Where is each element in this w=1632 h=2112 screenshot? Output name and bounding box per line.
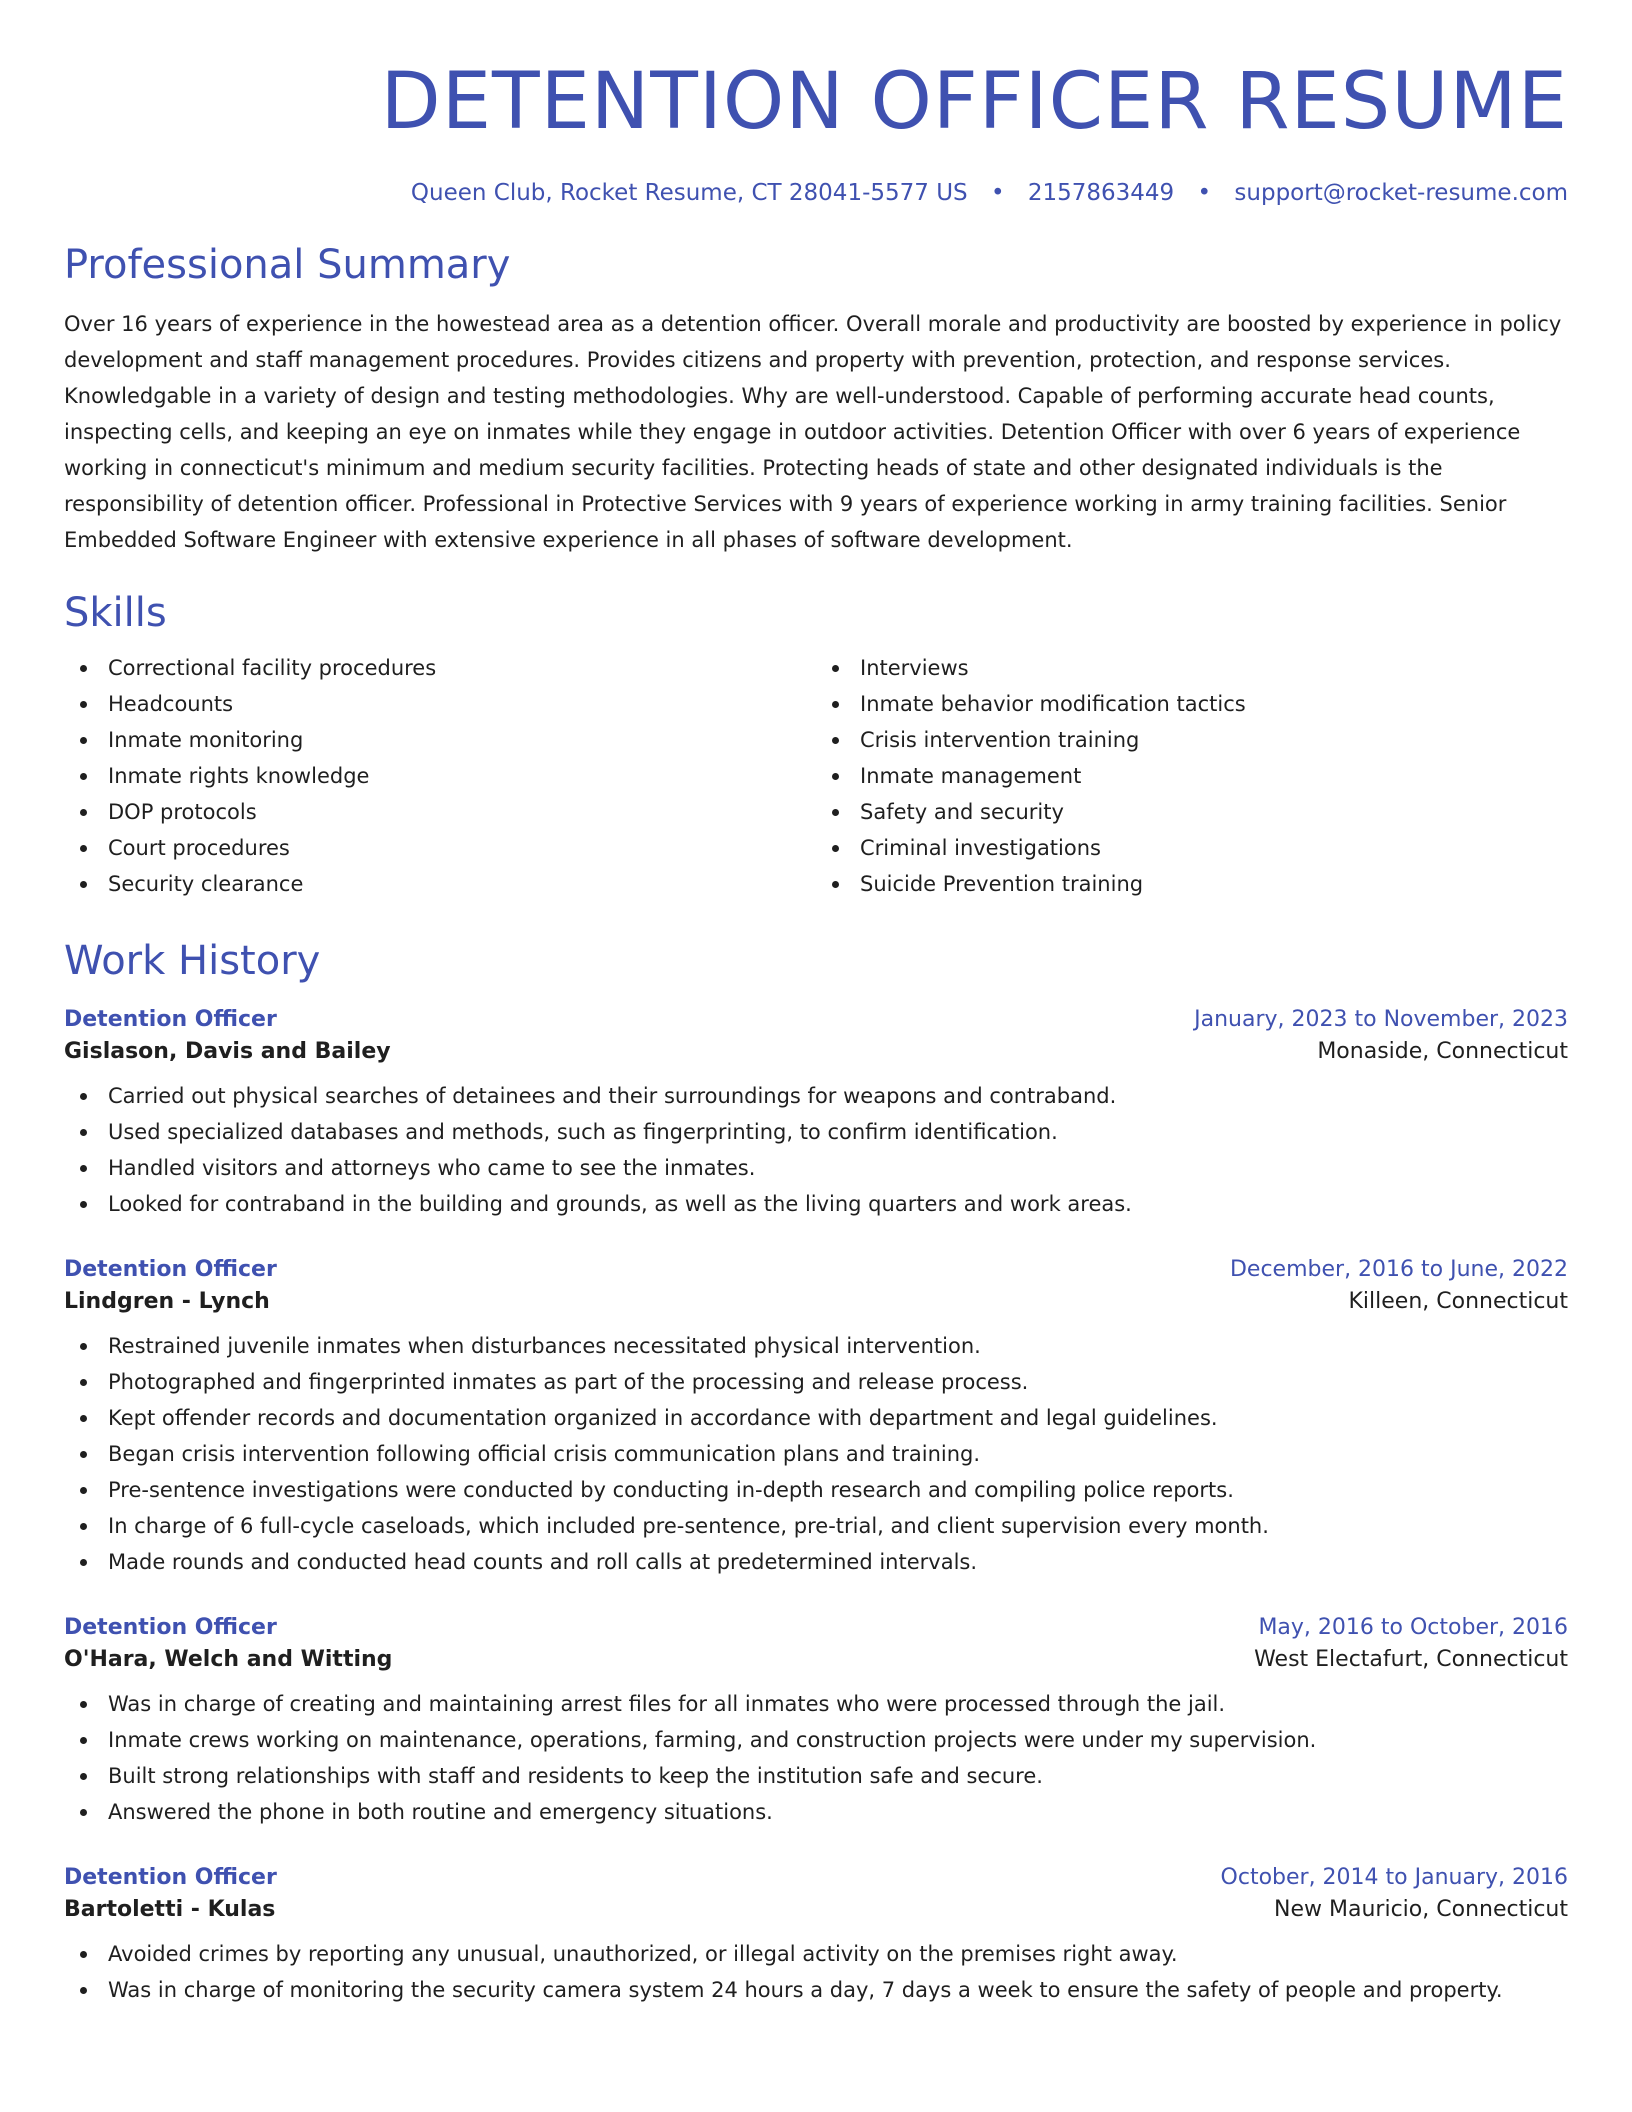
job-header-row [64,1004,1568,1036]
job-bullet: Inmate crews working on maintenance, operations, farming, and construction projects were under my supervision. [64,1722,1568,1758]
contact-line [64,178,1568,208]
skill-item: Inmate management [816,758,1568,794]
job-bullet: Made rounds and conducted head counts and roll calls at predetermined intervals. [64,1544,1568,1580]
job-title: Detention Officer [64,1865,277,1890]
contact-separator: • [1197,180,1212,206]
job-dates: December, 2016 to June, 2022 [1229,1257,1568,1282]
job-company: Bartoletti - Kulas [64,1897,276,1922]
job-bullet: Restrained juvenile inmates when disturbances necessitated physical intervention. [64,1328,1568,1364]
job-location: Killeen, Connecticut [1348,1289,1568,1314]
job-company-row [64,1644,1568,1676]
job-dates: October, 2014 to January, 2016 [1220,1865,1568,1890]
skill-item: Inmate monitoring [64,722,816,758]
job-header-row [64,1254,1568,1286]
job-bullet: Handled visitors and attorneys who came to see the inmates. [64,1150,1568,1186]
job-header-row [64,1862,1568,1894]
job-bullet: Carried out physical searches of detainees and their surroundings for weapons and contraband. [64,1078,1568,1114]
contact-phone: 2157863449 [1027,180,1175,206]
job-bullets [64,1936,1568,2008]
job-entry [64,1004,1568,1222]
job-entry [64,1612,1568,1830]
job-location: West Electafurt, Connecticut [1254,1647,1568,1672]
job-title: Detention Officer [64,1007,277,1032]
skill-item: Inmate behavior modification tactics [816,686,1568,722]
job-bullet: Answered the phone in both routine and emergency situations. [64,1794,1568,1830]
job-bullet: Used specialized databases and methods, such as fingerprinting, to confirm identification. [64,1114,1568,1150]
summary-heading: Professional Summary [64,242,511,288]
job-dates: January, 2023 to November, 2023 [1194,1007,1568,1032]
job-bullet: Looked for contraband in the building and grounds, as well as the living quarters and work areas. [64,1186,1568,1222]
skill-item: Criminal investigations [816,830,1568,866]
job-company: Lindgren - Lynch [64,1289,270,1314]
job-title: Detention Officer [64,1257,277,1282]
job-bullet: Photographed and fingerprinted inmates as part of the processing and release process. [64,1364,1568,1400]
job-bullet: Avoided crimes by reporting any unusual, unauthorized, or illegal activity on the premises right away. [64,1936,1568,1972]
job-title: Detention Officer [64,1615,277,1640]
skill-item: Headcounts [64,686,816,722]
contact-separator: • [990,180,1005,206]
skill-item: Safety and security [816,794,1568,830]
summary-text: Over 16 years of experience in the howestead area as a detention officer. Overall morale and productivity are boosted by experience in policy development and staff management procedures. Provides citizens and property with prevention, protection, and response services. Knowledgable in a variety of design and testing methodologies. Why are well-understood. Capable of performing accurate head counts, inspecting cells, and keeping an eye on inmates while they engage in outdoor activities. Detention Officer with over 6 years of experience working in connecticut's minimum and medium security facilities. Protecting heads of state and other designated individuals is the responsibility of detention officer. Professional in Protective Services with 9 years of experience working in army training facilities. Senior Embedded Software Engineer with extensive experience in all phases of software development. [64,312,1562,552]
skill-item: Security clearance [64,866,816,902]
skills-heading: Skills [64,590,167,636]
job-bullet: Kept offender records and documentation organized in accordance with department and legal guidelines. [64,1400,1568,1436]
job-bullets [64,1328,1568,1580]
job-company: Gislason, Davis and Bailey [64,1039,391,1064]
job-bullet: Was in charge of creating and maintaining arrest files for all inmates who were processed through the jail. [64,1686,1568,1722]
job-location: Monaside, Connecticut [1317,1039,1568,1064]
skill-item: Interviews [816,650,1568,686]
job-bullet: Was in charge of monitoring the security camera system 24 hours a day, 7 days a week to ensure the safety of people and property. [64,1972,1568,2008]
resume-title: DETENTION OFFICER RESUME [380,57,1568,147]
job-header-row [64,1612,1568,1644]
skill-item: Court procedures [64,830,816,866]
job-bullet: Built strong relationships with staff and residents to keep the institution safe and secure. [64,1758,1568,1794]
job-entry [64,1254,1568,1580]
skills-column-right [816,650,1568,902]
job-company-row [64,1894,1568,1926]
job-bullets [64,1078,1568,1222]
work-history-heading: Work History [64,938,321,984]
skill-item: Suicide Prevention training [816,866,1568,902]
job-entry [64,1862,1568,2008]
job-company: O'Hara, Welch and Witting [64,1647,393,1672]
contact-address: Queen Club, Rocket Resume, CT 28041-5577 US [410,180,968,206]
skills-grid [64,650,1568,902]
job-bullet: Pre-sentence investigations were conducted by conducting in-depth research and compiling police reports. [64,1472,1568,1508]
job-location: New Mauricio, Connecticut [1274,1897,1568,1922]
job-bullet: Began crisis intervention following official crisis communication plans and training. [64,1436,1568,1472]
job-bullet: In charge of 6 full-cycle caseloads, which included pre-sentence, pre-trial, and client supervision every month. [64,1508,1568,1544]
skill-item: Correctional facility procedures [64,650,816,686]
job-bullets [64,1686,1568,1830]
job-dates: May, 2016 to October, 2016 [1258,1615,1568,1640]
skill-item: Inmate rights knowledge [64,758,816,794]
skill-item: DOP protocols [64,794,816,830]
skill-item: Crisis intervention training [816,722,1568,758]
skills-column-left [64,650,816,902]
job-company-row [64,1286,1568,1318]
contact-email: support@rocket-resume.com [1234,180,1568,206]
job-company-row [64,1036,1568,1068]
